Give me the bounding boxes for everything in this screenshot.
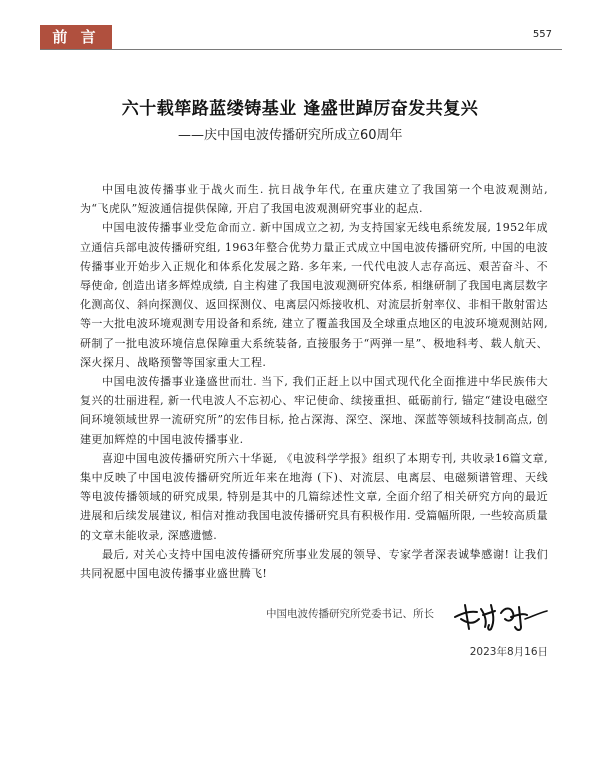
article-date: 2023年8月16日 [469,646,548,658]
header-rule [40,49,562,50]
paragraph-4: 喜迎中国电波传播研究所六十华诞, 《电波科学学报》组织了本期专刊, 共收录16篇文章, 集中反映了中国电波传播研究所近年来在地海 (下)、对流层、电离层、电磁频谱管理、天线等电波传播领域的研究成果, 特别是其中的几篇综述性文章, 全面介绍了相关研究方向的最近进展和后续发展建议, 相信对推动我国电波传播研究具有积极作用. 受篇幅所限, 一些较高质量的文章未能收录, 深感遗憾. [80,451,548,542]
paragraph-2: 中国电波传播事业受危命而立. 新中国成立之初, 为支持国家无线电系统发展, 1952年成立通信兵部电波传播研究组, 1963年整合优势力量正式成立中国电波传播研究所, 中国的电波传播事业开始步入正规化和体系化发展之路. 多年来, 一代代电波人志存高远、艰苦奋斗、不辱使命, 创造出诸多辉煌成绩, 自主构建了我国电波观测研究体系, 相继研制了我国电离层数字化测高仪、斜向探测仪、返回探测仪、电离层闪烁接收机、对流层折射率仪、非相干散射雷达等一大批电波环境观测专用设备和系统, 建立了覆盖我国及全球重点地区的电波环境观测站网, 研制了一批电波环境信息保障重大系统装备, 直接服务于“两弹一星”、极地科考、载人航天、深火探月、战略预警等国家重大工程. [80,221,548,369]
author-block [266,603,566,639]
paragraph-5: 最后, 对关心支持中国电波传播研究所事业发展的领导、专家学者深表诚挚感谢! 让我们共同祝愿中国电波传播事业盛世腾飞! [80,547,548,581]
article-body [80,180,548,583]
author-affiliation: 中国电波传播研究所党委书记、所长 [266,608,434,620]
page-number: 557 [532,29,552,40]
handwritten-signature [451,595,551,635]
paragraph-3: 中国电波传播事业逢盛世而壮. 当下, 我们正赶上以中国式现代化全面推进中华民族伟大复兴的壮丽进程, 新一代电波人不忘初心、牢记使命、续接重担、砥砺前行, 锚定“建设电磁空间环境领域世界一流研究所”的宏伟目标, 抢占深海、深空、深地、深蓝等领域科技制高点, 创建更加辉煌的中国电波传播事业. [80,375,548,446]
paragraph-1: 中国电波传播事业于战火而生. 抗日战争年代, 在重庆建立了我国第一个电波观测站, 为“飞虎队”短波通信提供保障, 开启了我国电波观测研究事业的起点. [80,183,548,216]
section-label: 前 言 [40,25,112,49]
article-title: 六十载筚路蓝缕铸基业 逢盛世踔厉奋发共复兴 [121,99,479,119]
article-subtitle: ——庆中国电波传播研究所成立60周年 [178,128,403,143]
